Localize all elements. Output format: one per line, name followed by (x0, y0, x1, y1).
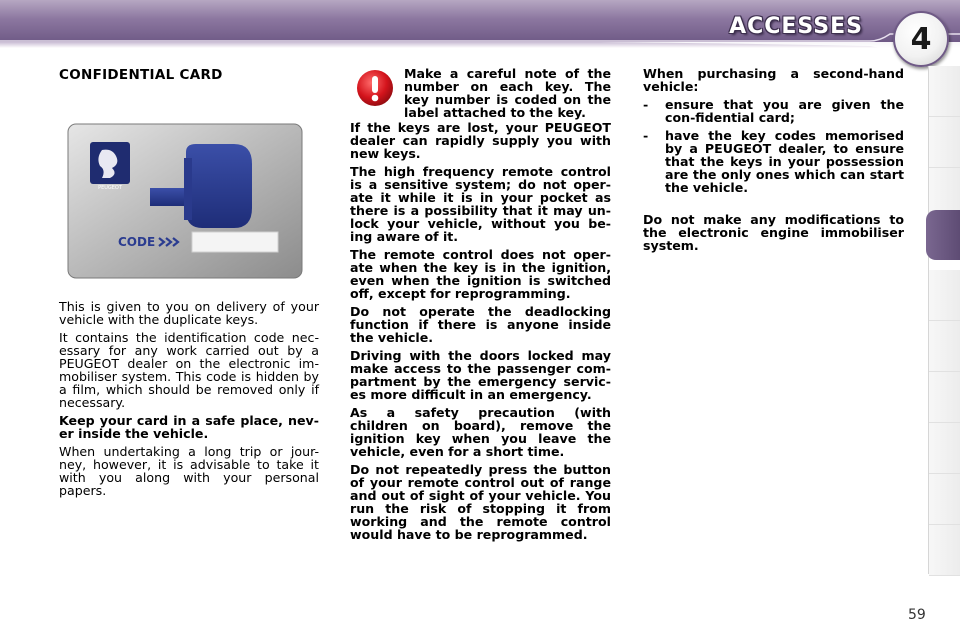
paragraph: If the keys are lost, your PEUGEOT dealer can rapidly supply you with new keys. (350, 120, 611, 161)
chapter-tab[interactable] (929, 321, 960, 372)
bold-paragraph: Keep your card in a safe place, nev-er inside the vehicle. (59, 413, 319, 441)
chapter-tabs (928, 66, 960, 574)
paragraph: Do not make any modifications to the electronic engine immobiliser system. (643, 212, 904, 253)
paragraph: It contains the identification code nec-essary for any work carried out by a PEUGEOT dealer on the electronic im-mobiliser system. This code is hidden by a film, which should be removed only if necessary. (59, 330, 319, 410)
chapter-tab-active[interactable] (926, 210, 960, 260)
spacer (643, 199, 904, 213)
paragraph: When purchasing a second-hand vehicle: (643, 66, 904, 94)
chapter-tab[interactable] (929, 372, 960, 423)
bullet-marker: - (643, 97, 649, 112)
paragraph: The high frequency remote control is a sensitive system; do not oper-ate it while it is in your pocket as there is a possibility that it may un-lock your vehicle, without you be-ing aware of it. (350, 164, 611, 244)
confidential-card-illustration (66, 122, 304, 280)
card-brand-text: PEUGEOT (98, 185, 122, 191)
middle-column-text (350, 121, 611, 546)
paragraph: When undertaking a long trip or jour-ney, however, it is advisable to take it with you along with your personal papers. (59, 444, 319, 498)
paragraph: As a safety precaution (with children on board), remove the ignition key when you leave the vehicle, even for a short time. (350, 405, 611, 459)
right-column-text (643, 67, 904, 257)
exclamation-warning-icon (355, 68, 395, 108)
list-item-text: ensure that you are given the con-fidential card; (665, 97, 904, 125)
chapter-tab[interactable] (929, 117, 960, 168)
paragraph: Driving with the doors locked may make access to the passenger com-partment by the emergency servic-es more difficult in an emergency. (350, 348, 611, 402)
warning-intro: Make a careful note of the number on each key. The key number is coded on the label attached to the key. (404, 66, 611, 120)
paragraph: This is given to you on delivery of your vehicle with the duplicate keys. (59, 299, 319, 327)
chapter-tab[interactable] (929, 423, 960, 474)
chapter-number-badge: 4 (893, 11, 949, 67)
paragraph: Do not operate the deadlocking function if there is anyone inside the vehicle. (350, 304, 611, 345)
list-item (643, 98, 904, 124)
chapter-tab[interactable] (929, 474, 960, 525)
paragraph: Do not repeatedly press the button of your remote control out of range and out of sight of your vehicle. You run the risk of stopping it from working and the remote control would have to be reprogrammed. (350, 462, 611, 542)
list-item (643, 129, 904, 194)
bullet-marker: - (643, 128, 649, 143)
bullet-list (643, 98, 904, 194)
chapter-tab[interactable] (929, 525, 960, 576)
card-code-text: CODE (118, 235, 156, 249)
peugeot-lion-logo-icon (90, 142, 130, 184)
card-section-title: CONFIDENTIAL CARD (59, 67, 223, 83)
chapter-tab[interactable] (929, 270, 960, 321)
left-column-text (59, 300, 319, 502)
page-number: 59 (908, 607, 926, 623)
chapter-tab[interactable] (929, 66, 960, 117)
section-title: ACCESSES (729, 14, 863, 39)
paragraph: The remote control does not oper-ate when the key is in the ignition, even when the ignition is switched off, except for reprogramming. (350, 247, 611, 301)
list-item-text: have the key codes memorised by a PEUGEOT dealer, to ensure that the keys in your possession are the only ones which can start the vehicle. (665, 128, 904, 195)
